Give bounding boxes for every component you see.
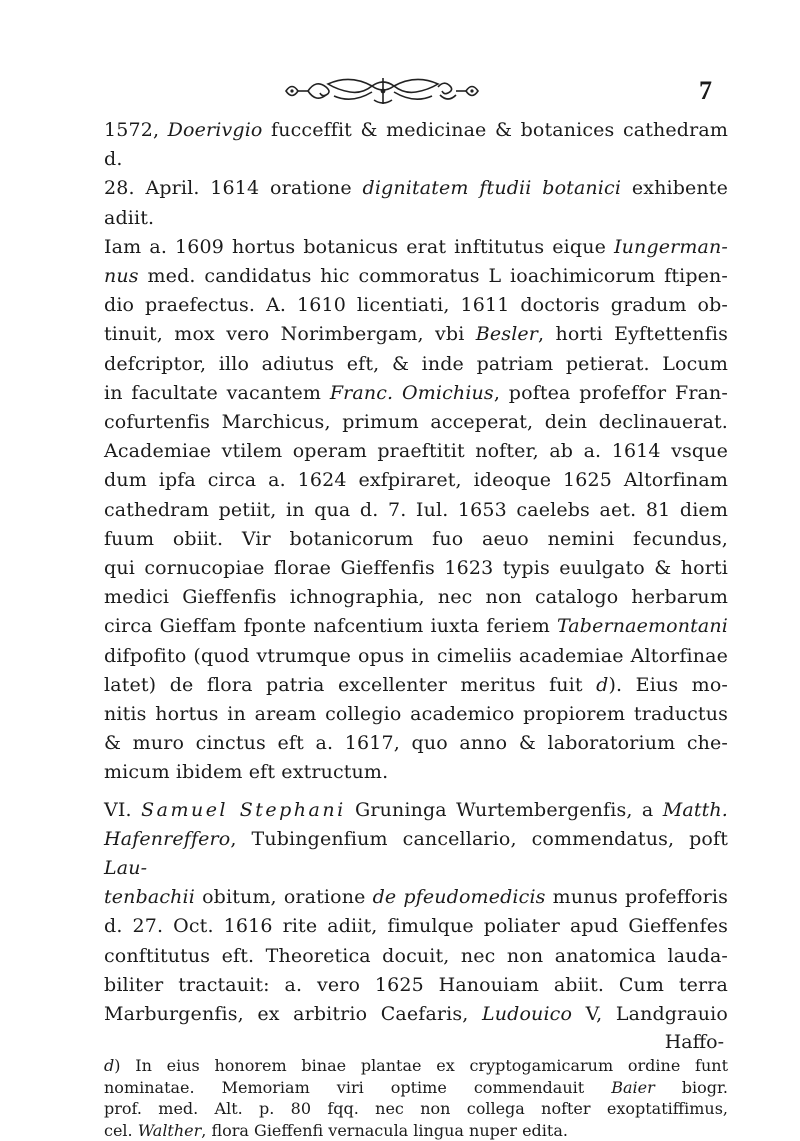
text-line — [104, 320, 728, 349]
text-run: conftitutus eft. Theoretica docuit, nec non anatomica lauda- — [104, 944, 728, 967]
text-line — [104, 291, 728, 320]
text-line — [104, 554, 728, 583]
text-run: nitis hortus in aream collegio academico propiorem traductus — [104, 703, 728, 726]
text-run: d. 27. Oct. 1616 rite adiit, fimulque poliater apud Gieffenfes — [104, 915, 728, 938]
text-line — [104, 496, 728, 525]
text-line — [104, 825, 728, 883]
text-line — [104, 796, 728, 825]
text-line — [104, 408, 728, 437]
text-run: biliter tractauit: a. vero 1625 Hanouiam abiit. Cum terra — [104, 973, 728, 996]
italic-text: Franc. Omichius — [329, 381, 494, 404]
text-line — [104, 350, 728, 379]
text-line — [104, 583, 728, 612]
text-line — [104, 883, 728, 912]
text-run: tinuit, mox vero Norimbergam, vbi — [104, 323, 476, 346]
italic-text: Walther — [137, 1120, 202, 1140]
italic-text: Doerivgio — [167, 119, 263, 141]
text-line — [104, 642, 728, 671]
footnote-line — [104, 1077, 728, 1099]
text-line — [104, 174, 728, 232]
text-line — [104, 262, 728, 291]
text-run: Gruninga Wurtembergenfis, a — [345, 798, 663, 821]
italic-text: Hafenreffero — [104, 827, 231, 850]
text-run: VI. — [104, 798, 142, 821]
text-run: circa Gieffam fponte nafcentium iuxta feriem — [104, 615, 557, 638]
text-run: exhibente adiit. — [104, 177, 728, 229]
italic-text: de pfeudomedicis — [372, 886, 546, 909]
fleuron-ornament-icon — [278, 74, 488, 108]
italic-text: Baier — [611, 1077, 655, 1097]
text-line — [104, 971, 728, 1000]
italic-text: dignitatem ftudii botanici — [362, 177, 622, 200]
italic-text: Ludouico — [482, 1003, 573, 1026]
text-line — [104, 233, 728, 262]
text-run: Academiae vtilem operam praeftitit nofter, ab a. 1614 vsque — [104, 440, 728, 463]
text-run: fucceffit & medicinae & botanices cathedram d. — [104, 119, 728, 171]
text-line — [104, 912, 728, 941]
italic-text: Lau- — [104, 857, 148, 880]
text-run: micum ibidem eft extructum. — [104, 761, 389, 784]
text-run: , flora Gieffenfi vernacula lingua nuper edita. — [201, 1120, 568, 1140]
text-run: , horti Eyftettenfis — [538, 323, 729, 346]
text-line — [104, 466, 728, 495]
text-run: Iam a. 1609 hortus botanicus erat inftitutus eique — [104, 235, 615, 258]
italic-text: nus — [104, 265, 139, 288]
text-run: med. candidatus hic commoratus L ioachimicorum ftipen- — [138, 265, 728, 288]
text-run: fuum obiit. Vir botanicorum fuo aeuo nemini fecundus, — [104, 527, 728, 550]
text-run: munus profefforis — [545, 886, 729, 909]
text-line — [104, 379, 728, 408]
footnote-d — [104, 1055, 728, 1141]
italic-text: Samuel Stephani — [141, 798, 346, 821]
text-run: ). Eius mo- — [608, 673, 728, 696]
text-run: qui cornucopiae florae Gieffenfis 1623 typis euulgato & horti — [104, 557, 728, 580]
italic-text: tenbachii — [104, 886, 195, 909]
text-run: medici Gieffenfis ichnographia, nec non catalogo herbarum — [104, 586, 728, 609]
paragraph-gap — [104, 788, 728, 796]
text-run: cofurtenfis Marchicus, primum acceperat, dein declinauerat. — [104, 411, 728, 434]
text-run: biogr. — [654, 1077, 729, 1097]
text-run: 28. April. 1614 oratione — [104, 177, 363, 200]
text-run: latet) de flora patria excellenter meritus fuit — [104, 673, 597, 696]
text-run: dio praefectus. A. 1610 licentiati, 1611 doctoris gradum ob- — [104, 294, 728, 317]
text-line — [104, 525, 728, 554]
footnote-line — [104, 1120, 728, 1141]
text-line — [104, 729, 728, 758]
italic-text: Iungerman- — [614, 235, 728, 258]
text-line — [104, 612, 728, 641]
paragraph-dorstenius-successor — [104, 116, 728, 788]
text-run: prof. med. Alt. p. 80 fqq. nec non collega nofter exoptatiffimus, — [104, 1099, 728, 1119]
text-line — [104, 437, 728, 466]
italic-text: d — [596, 673, 609, 696]
text-run: nominatae. Memoriam viri optime commendauit — [104, 1077, 612, 1097]
page-header — [0, 72, 800, 112]
text-run: dum ipfa circa a. 1624 exfpiraret, ideoque 1625 Altorfinam — [104, 469, 728, 492]
text-run: defcriptor, illo adiutus eft, & inde patriam petierat. Locum — [104, 352, 728, 375]
page-number: 7 — [699, 76, 712, 105]
text-run: V, Landgrauio — [572, 1003, 728, 1026]
text-run: , poftea profeffor Fran- — [493, 381, 728, 404]
text-run: obitum, oratione — [195, 886, 373, 909]
text-run: & muro cinctus eft a. 1617, quo anno & laboratorium che- — [104, 732, 728, 755]
italic-text: Tabernaemontani — [556, 615, 728, 638]
italic-text: d — [104, 1056, 115, 1076]
text-line — [104, 758, 728, 787]
text-run: , Tubingenfium cancellario, commendatus, poft — [230, 827, 728, 850]
text-line — [104, 942, 728, 971]
text-run: in facultate vacantem — [104, 381, 330, 404]
text-run: difpofito (quod vtrumque opus in cimeliis academiae Altorfinae — [104, 644, 728, 667]
text-run: cathedram petiit, in qua d. 7. Iul. 1653 caelebs aet. 81 diem — [104, 498, 728, 521]
footnote-line — [104, 1098, 728, 1120]
text-line — [104, 700, 728, 729]
text-run: Marburgenfis, ex arbitrio Caefaris, — [104, 1003, 482, 1026]
text-run: 1572, — [104, 119, 168, 141]
catchword: Haffo- — [664, 1031, 724, 1054]
text-run: cel. — [104, 1120, 138, 1140]
text-line — [104, 671, 728, 700]
page-body — [104, 116, 728, 1141]
paragraph-samuel-stephani — [104, 796, 728, 1030]
italic-text: Matth. — [662, 798, 728, 821]
italic-text: Besler — [475, 323, 539, 346]
text-line — [104, 1000, 728, 1029]
text-line — [104, 116, 728, 174]
text-run: ) In eius honorem binae plantae ex cryptogamicarum ordine funt — [114, 1056, 728, 1076]
